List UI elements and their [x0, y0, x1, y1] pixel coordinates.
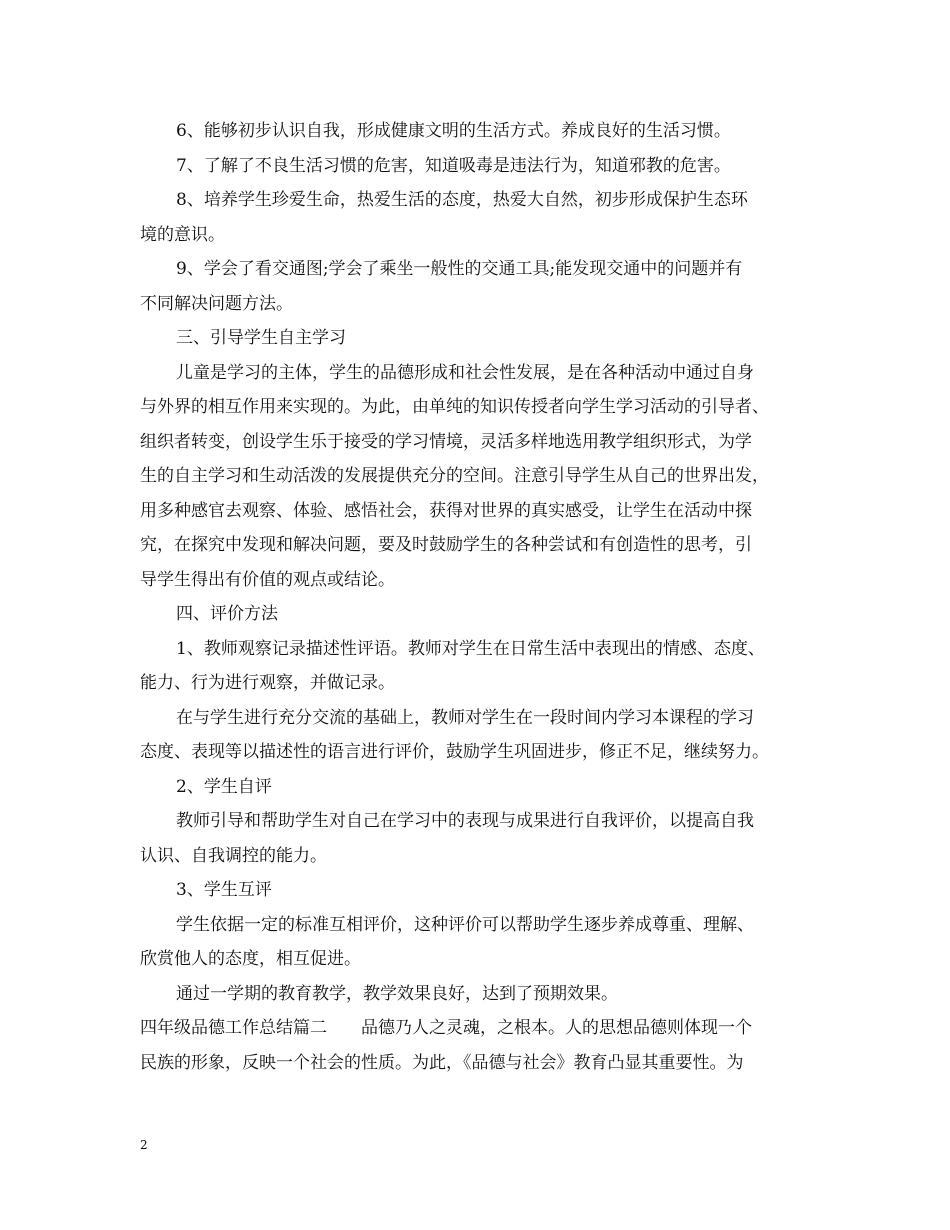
text-line: 与外界的相互作用来实现的。为此，由单纯的知识传授者向学生学习活动的引导者、: [140, 397, 769, 417]
text-line: 7、了解了不良生活习惯的危害，知道吸毒是违法行为，知道邪教的危害。: [176, 156, 731, 176]
text-line: 四年级品德工作总结篇二 品德乃人之灵魂，之根本。人的思想品德则体现一个: [140, 1018, 752, 1038]
text-line: 态度、表现等以描述性的语言进行评价，鼓励学生巩固进步，修正不足，继续努力。: [140, 742, 769, 762]
text-line: 8、培养学生珍爱生命，热爱生活的态度，热爱大自然，初步形成保护生态环: [176, 190, 748, 210]
text-line: 儿童是学习的主体，学生的品德形成和社会性发展，是在各种活动中通过自身: [176, 363, 754, 383]
text-line: 生的自主学习和生动活泼的发展提供充分的空间。注意引导学生从自己的世界出发，: [140, 466, 769, 486]
page-number: 2: [140, 1138, 148, 1152]
text-line: 1、教师观察记录描述性评语。教师对学生在日常生活中表现出的情感、态度、: [176, 639, 765, 659]
text-line: 组织者转变，创设学生乐于接受的学习情境，灵活多样地选用教学组织形式，为学: [140, 432, 752, 452]
text-line: 教师引导和帮助学生对自己在学习中的表现与成果进行自我评价，以提高自我: [176, 811, 754, 831]
text-line: 6、能够初步认识自我，形成健康文明的生活方式。养成良好的生活习惯。: [176, 121, 731, 141]
text-line: 民族的形象，反映一个社会的性质。为此，《品德与社会》教育凸显其重要性。为: [140, 1053, 744, 1073]
subheading: 3、学生互评: [176, 880, 272, 900]
section-heading: 四、评价方法: [176, 604, 278, 624]
text-line: 境的意识。: [140, 225, 225, 245]
text-line: 在与学生进行充分交流的基础上，教师对学生在一段时间内学习本课程的学习: [176, 708, 754, 728]
text-line: 通过一学期的教育教学，教学效果良好，达到了预期效果。: [176, 984, 618, 1004]
text-line: 认识、自我调控的能力。: [140, 846, 327, 866]
text-line: 导学生得出有价值的观点或结论。: [140, 570, 395, 590]
text-line: 欣赏他人的态度，相互促进。: [140, 949, 361, 969]
text-line: 能力、行为进行观察，并做记录。: [140, 673, 395, 693]
section-heading: 三、引导学生自主学习: [176, 328, 346, 348]
text-line: 不同解决问题方法。: [140, 294, 293, 314]
text-line: 学生依据一定的标准互相评价，这种评价可以帮助学生逐步养成尊重、理解、: [176, 915, 754, 935]
subheading: 2、学生自评: [176, 777, 272, 797]
text-line: 9、学会了看交通图;学会了乘坐一般性的交通工具;能发现交通中的问题并有: [176, 259, 743, 279]
text-line: 用多种感官去观察、体验、感悟社会，获得对世界的真实感受，让学生在活动中探: [140, 501, 752, 521]
text-line: 究，在探究中发现和解决问题，要及时鼓励学生的各种尝试和有创造性的思考，引: [140, 535, 752, 555]
